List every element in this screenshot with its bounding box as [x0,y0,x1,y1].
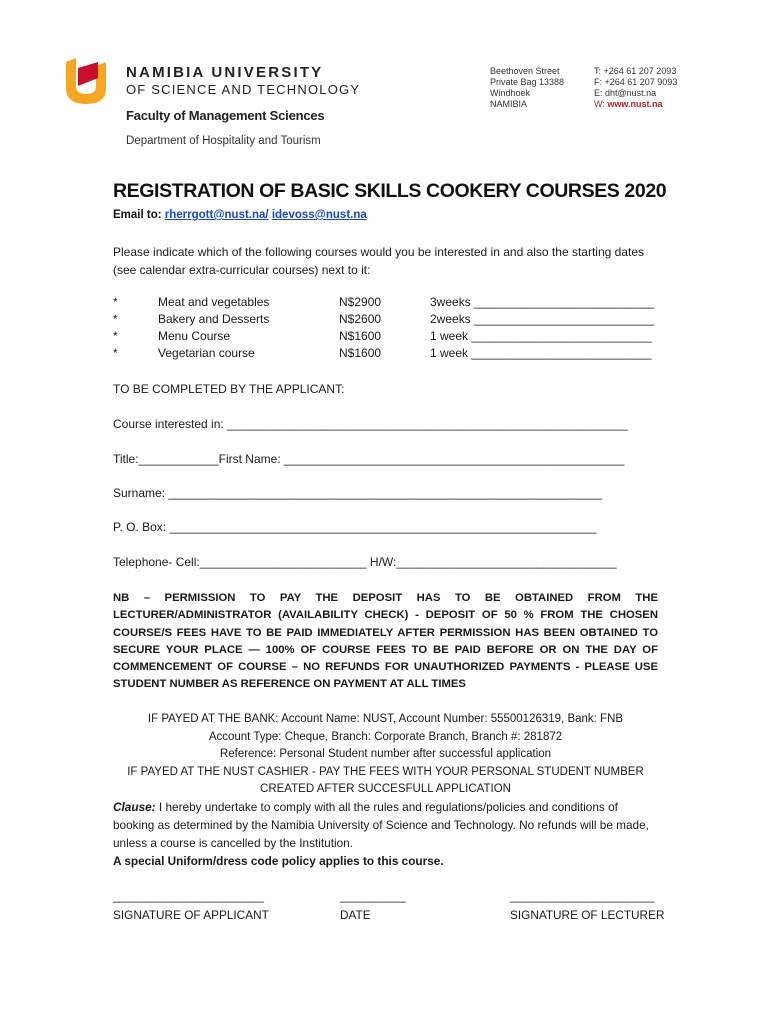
course-bullet: * [113,312,118,326]
clause-paragraph [113,798,661,870]
signature-label: DATE [340,908,371,922]
telephone-field[interactable]: Telephone- Cell:_________________________ H/W:_________________________________ [113,555,617,569]
course-name: Meat and vegetables [158,295,270,309]
course-name: Bakery and Desserts [158,312,270,326]
lecturer-signature[interactable] [510,887,664,925]
course-price: N$1600 [339,346,382,360]
intro-text: Please indicate which of the following courses would you be interested in and also the starting dates (see calendar extra-curricular courses) next to it: [113,245,644,277]
pobox-field[interactable]: P. O. Box: ________________________________________________________________ [113,520,597,534]
course-price: N$1600 [339,329,382,343]
nb-notice [113,590,658,694]
address-line: NAMIBIA [490,99,528,109]
course-row [113,312,673,329]
nb-line: LECTURER/ADMINISTRATOR (AVAILABILITY CHECK) - DEPOSIT OF 50 % FROM THE CHOSEN [113,609,658,622]
course-price: N$2900 [339,295,382,309]
faculty-name: Faculty of Management Sciences [126,108,325,123]
contact-phone: T: +264 61 207 2093 [594,66,677,76]
nb-line: COMMENCEMENT OF COURSE – NO REFUNDS FOR UNAUTHORIZED PAYMENTS - PLEASE USE [113,661,658,674]
applicant-signature[interactable] [113,887,269,925]
clause-label: Clause: [113,800,156,814]
signature-line: __________ [340,889,406,903]
contact-fax: F: +264 61 207 9093 [594,77,678,87]
course-interested-field[interactable]: Course interested in: ____________________________________________________________ [113,417,628,431]
course-price: N$2600 [339,312,382,326]
email-link-2[interactable]: idevoss@nust.na [271,209,367,221]
nb-line: SECURE YOUR PLACE — 100% OF COURSE FEES TO BE PAID BEFORE OR ON THE DAY OF [113,643,658,656]
contact-web-label: W: [594,99,608,109]
payment-line: Account Type: Cheque, Branch: Corporate Branch, Branch #: 281872 [208,730,563,743]
contact-web-link[interactable]: www.nust.na [607,99,663,109]
section-heading-applicant: TO BE COMPLETED BY THE APPLICANT: [113,382,345,396]
contact-email: E: dht@nust.na [594,88,657,98]
payment-line: IF PAYED AT THE NUST CASHIER - PAY THE FEES WITH YOUR PERSONAL STUDENT NUMBER [127,765,644,778]
course-bullet: * [113,346,118,360]
course-bullet: * [113,295,118,309]
surname-field[interactable]: Surname: _________________________________________________________________ [113,486,603,500]
university-name-line2: OF SCIENCE AND TECHNOLOGY [126,82,361,97]
payment-line: IF PAYED AT THE BANK: Account Name: NUST, Account Number: 55500126319, Bank: FNB [147,713,624,725]
nb-line: COURSE/S FEES HAVE TO BE PAID IMMEDIATELY AFTER PERMISSION HAS BEEN OBTAINED TO [113,626,658,639]
page-title: REGISTRATION OF BASIC SKILLS COOKERY COURSES 2020 [113,180,667,202]
course-duration-field[interactable]: 1 week ___________________________ [430,346,652,360]
email-label: Email to: [113,209,165,221]
email-line [113,209,367,221]
payment-line: Reference: Personal Student number after successful application [219,748,552,760]
address-block [490,66,564,110]
course-duration-field[interactable]: 1 week ___________________________ [430,329,652,343]
email-link-1[interactable]: rherrgott@nust.na/ [164,209,269,221]
uniform-policy-note: A special Uniform/dress code policy applies to this course. [113,854,444,868]
nb-line: NB – PERMISSION TO PAY THE DEPOSIT HAS TO BE OBTAINED FROM THE [113,592,658,604]
course-name: Menu Course [158,329,231,343]
contact-block [594,66,677,110]
clause-text: I hereby undertake to comply with all the rules and regulations/policies and conditions of booking as determined by the Namibia University of Science and Technology. No refunds will be made, unless a course is cancelled by the Institution. [113,800,649,850]
title-firstname-field[interactable]: Title:____________First Name: ___________________________________________________ [113,452,625,466]
payment-line: CREATED AFTER SUCCESFULL APPLICATION [260,783,511,795]
signature-line: ______________________ [510,889,655,903]
date-signature[interactable] [340,887,406,925]
course-name: Vegetarian course [158,346,255,360]
nb-line: STUDENT NUMBER AS REFERENCE ON PAYMENT AT ALL TIMES [113,678,466,691]
address-line: Windhoek [490,88,531,98]
course-duration-field[interactable]: 3weeks ___________________________ [430,295,655,309]
course-bullet: * [113,329,118,343]
contact-web [594,99,677,110]
university-name: NAMIBIA UNIVERSITY [126,64,324,81]
payment-details [113,711,658,799]
signature-label: SIGNATURE OF APPLICANT [113,908,269,922]
department-name: Department of Hospitality and Tourism [126,135,321,147]
course-duration-field[interactable]: 2weeks ___________________________ [430,312,655,326]
signature-label: SIGNATURE OF LECTURER [510,908,665,922]
address-line: Beethoven Street [490,66,560,76]
nust-logo-icon [62,56,110,106]
course-row [113,329,673,346]
signature-line: _______________________ [113,889,264,903]
address-line: Private Bag 13388 [490,77,565,87]
course-row [113,346,673,363]
course-row [113,295,673,312]
